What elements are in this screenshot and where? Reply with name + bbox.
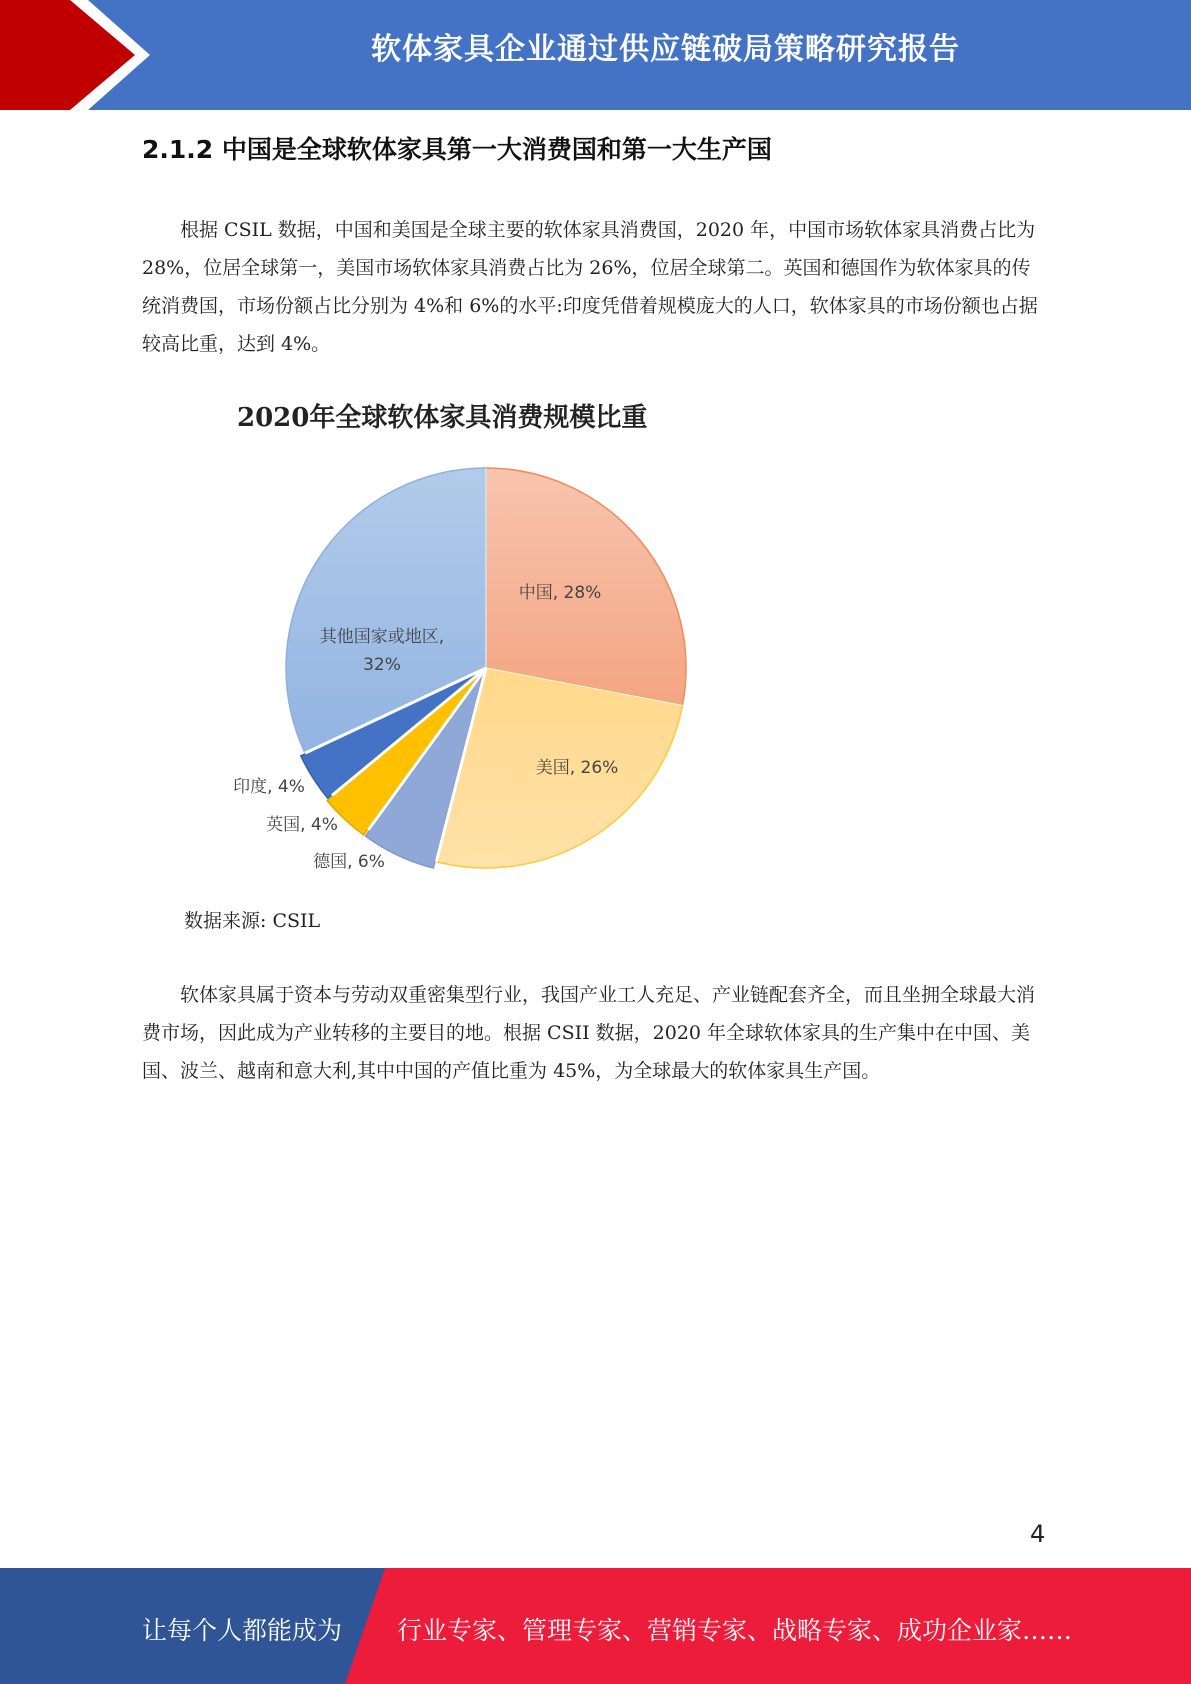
section-heading: 2.1.2 中国是全球软体家具第一大消费国和第一大生产国	[142, 135, 772, 164]
report-title: 软体家具企业通过供应链破局策略研究报告	[371, 32, 960, 67]
header-arrow-decoration	[0, 0, 160, 110]
slice-label-germany: 德国, 6%	[313, 852, 385, 872]
slice-label-other-line1: 其他国家或地区,	[319, 627, 445, 647]
body-paragraph-2: 软体家具属于资本与劳动双重密集型行业，我国产业工人充足、产业链配套齐全，而且坐拥全球最大消费市场，因此成为产业转移的主要目的地。根据 CSII 数据，2020 年全球软体家具的生产集中在中国、美国、波兰、越南和意大利,其中中国的产值比重为 45%，为全球最大的软体家具生产国。	[142, 984, 1036, 1082]
slice-label-other-line2: 32%	[363, 655, 401, 675]
footer-slogan-left: 让每个人都能成为	[142, 1616, 343, 1645]
page-header	[0, 0, 1191, 110]
chart-title: 2020年全球软体家具消费规模比重	[237, 403, 648, 433]
pie-chart	[142, 390, 742, 880]
body-paragraph-1: 根据 CSIL 数据，中国和美国是全球主要的软体家具消费国，2020 年，中国市场软体家具消费占比为 28%，位居全球第一，美国市场软体家具消费占比为 26%，位居全球第二。英国和德国作为软体家具的传统消费国，市场份额占比分别为 4%和 6%的水平:印度凭借着规模庞大的人口，软体家具的市场份额也占据较高比重，达到 4%。	[142, 219, 1038, 355]
footer-slogan-right: 行业专家、管理专家、营销专家、战略专家、成功企业家……	[397, 1616, 1073, 1645]
slice-label-uk: 英国, 4%	[266, 815, 338, 835]
slice-label-india: 印度, 4%	[233, 777, 305, 797]
slice-label-china: 中国, 28%	[518, 583, 602, 603]
page-number: 4	[1030, 1520, 1046, 1548]
pie-slices	[286, 468, 686, 868]
chart-source: 数据来源: CSIL	[184, 910, 321, 932]
slice-label-usa: 美国, 26%	[535, 758, 619, 778]
